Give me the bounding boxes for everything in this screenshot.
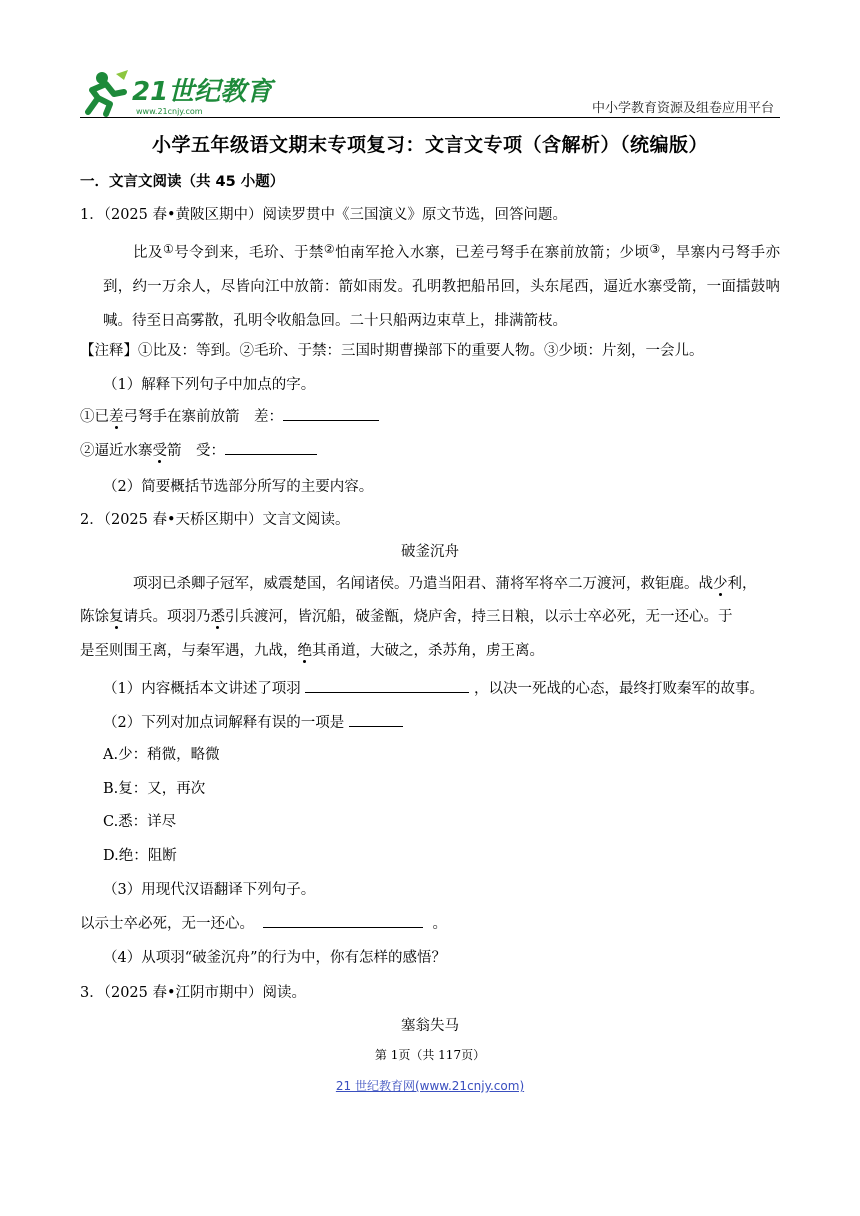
- q2-sub1: （1）内容概括本文讲述了项羽 ，以决一死战的心态，最终打败秦军的故事。: [103, 678, 764, 699]
- svg-text:www.21cnjy.com: www.21cnjy.com: [136, 107, 203, 116]
- q2-line1: 项羽已杀卿子冠军，威震楚国，名闻诸侯。乃遣当阳君、蒲将军将卒二万渡河，救钜鹿。战少利，: [133, 576, 757, 592]
- q1-stem: 1．（2025 春•黄陂区期中）阅读罗贯中《三国演义》原文节选，回答问题。: [80, 207, 568, 223]
- q2-line3: 是至则围王离，与秦军遇，九战，绝其甬道，大破之，杀苏角，虏王离。: [80, 643, 544, 659]
- document-title: 小学五年级语文期末专项复习：文言文专项（含解析）（统编版）: [151, 134, 708, 156]
- answer-blank[interactable]: [225, 440, 317, 455]
- section-heading: 一．文言文阅读（共 45 小题）: [80, 174, 285, 190]
- answer-blank[interactable]: [305, 678, 469, 693]
- footer-link[interactable]: 21 世纪教育网(www.21cnjy.com): [335, 1079, 525, 1093]
- q1-item1: ①已差弓弩手在寨前放箭 差：: [80, 406, 379, 427]
- q1-passage: 比及①号令到来，毛玠、于禁②怕南军抢入水寨，已差弓弩手在寨前放箭；少顷③，旱寨内弓弩手亦到，约一万余人，尽皆向江中放箭：箭如雨发。孔明教把船吊回，头东尾西，逼近水寨受箭，一面擂鼓呐喊。待至日高雾散，孔明令收船急回。二十只船两边束草上，排满箭枝。: [103, 242, 781, 329]
- q2-option-b: B.复：又，再次: [103, 781, 206, 797]
- q1-sub2: （2）简要概括节选部分所写的主要内容。: [103, 479, 374, 495]
- q2-sub3: （3）用现代汉语翻译下列句子。: [103, 882, 316, 898]
- q2-option-c: C.悉：详尽: [103, 814, 177, 830]
- page-number: 第 1页（共 117页）: [374, 1048, 486, 1062]
- q2-stem: 2．（2025 春•天桥区期中）文言文阅读。: [80, 512, 350, 528]
- q2-option-a: A.少：稍微，略微: [103, 747, 220, 763]
- q2-sentence: 以示士卒必死，无一还心。 。: [80, 913, 447, 934]
- q2-sub4: （4）从项羽“破釜沉舟”的行为中，你有怎样的感悟？: [103, 950, 447, 966]
- q1-item2: ②逼近水寨受箭 受：: [80, 440, 317, 461]
- answer-blank[interactable]: [349, 712, 403, 727]
- answer-blank[interactable]: [283, 406, 379, 421]
- svg-text:21世纪教育: 21世纪教育: [132, 77, 273, 107]
- header-divider: [80, 117, 780, 118]
- q3-heading: 塞翁失马: [401, 1018, 459, 1034]
- runner-icon: [88, 70, 128, 114]
- brand-logo: [80, 68, 273, 118]
- q1-note: 【注释】①比及：等到。②毛玠、于禁：三国时期曹操部下的重要人物。③少顷：片刻，一会儿。: [80, 343, 704, 359]
- q2-option-d: D.绝：阻断: [103, 848, 177, 864]
- q2-heading: 破釜沉舟: [401, 544, 459, 560]
- q1-sub1: （1）解释下列句子中加点的字。: [103, 377, 316, 393]
- q2-sub2: （2）下列对加点词解释有误的一项是: [103, 712, 403, 733]
- header-tagline: 中小学教育资源及组卷应用平台: [591, 101, 774, 116]
- footer-link-wrap: [0, 1076, 860, 1096]
- answer-blank[interactable]: [263, 913, 423, 928]
- q3-stem: 3．（2025 春•江阴市期中）阅读。: [80, 985, 307, 1001]
- q2-line2: 陈馀复请兵。项羽乃悉引兵渡河，皆沉船，破釜甑，烧庐舍，持三日粮，以示士卒必死，无一还心。于: [80, 609, 733, 625]
